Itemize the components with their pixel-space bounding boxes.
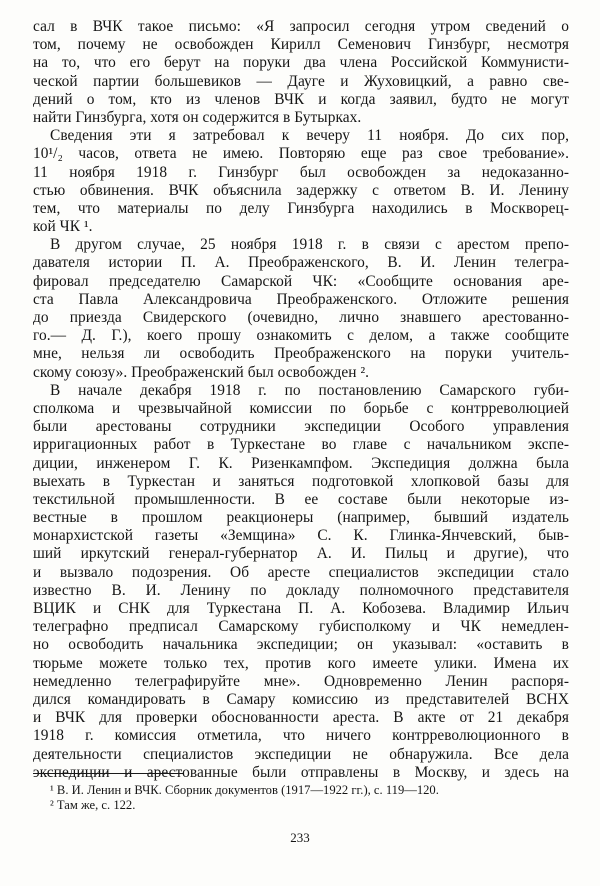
text-line: кой ЧК ¹. xyxy=(33,218,93,236)
footnote-divider xyxy=(33,773,183,774)
text-line: го.— Д. Г.), коего прошу ознакомить с делом, а также сообщите xyxy=(33,327,569,345)
text-line: ВЦИК и СНК для Туркестана П. А. Кобозева. Владимир Ильич xyxy=(33,600,569,617)
footnote-2: ² Там же, с. 122. xyxy=(50,798,136,812)
text-line: найти Гинзбурга, хотя он содержится в Бутырках. xyxy=(33,108,362,126)
text-line: тем, что материалы по делу Гинзбурга находились в Москворец- xyxy=(33,199,569,217)
text-line: деятельности специалистов экспедиции не обнаружила. Все дела xyxy=(33,745,569,763)
text-line: до приезда Свидерского (очевидно, лично знавшего арестованно- xyxy=(33,309,569,326)
paragraph-start: В начале декабря 1918 г. по постановлению Самарского губи- xyxy=(50,381,569,399)
text-line: диции, инженером Г. К. Ризенкампфом. Экспедиция должна была xyxy=(33,454,569,472)
paragraph-start: В другом случае, 25 ноября 1918 г. в связи с арестом препо- xyxy=(50,236,569,254)
text-line: скому союзу». Преображенский был освобожден ². xyxy=(33,363,370,381)
text-line: выехать в Туркестан и заняться подготовкой хлопковой базы для xyxy=(33,472,569,490)
text-line: давателя истории П. А. Преображенского, В. И. Ленин телегра- xyxy=(33,254,569,272)
text-line: дений о том, кто из членов ВЧК и когда заявил, будто не могут xyxy=(33,90,569,108)
text-line: и вызвало подозрения. Об аресте специалистов экспедиции стало xyxy=(33,563,569,581)
text-line: сполкома и чрезвычайной комиссии по борьбе с контрреволюцией xyxy=(33,399,569,417)
text-line: 10¹/₂ часов, ответа не имею. Повторяю еще раз свое требование». xyxy=(33,145,569,163)
text-line: ста Павла Александровича Преображенского. Отложите решения xyxy=(33,290,569,308)
text-line: телеграфно предписал Самарскому губисполкому и ЧК немедлен- xyxy=(33,618,569,636)
footnote-1: ¹ В. И. Ленин и ВЧК. Сборник документов (1917—1922 гг.), с. 119—120. xyxy=(50,783,439,797)
text-line: том, почему не освобожден Кирилл Семенович Гинзбург, несмотря xyxy=(33,36,569,54)
page-number: 233 xyxy=(290,830,310,845)
text-line: ческой партии большевиков — Дауге и Жуховицкий, а равно све- xyxy=(33,72,569,90)
text-line: стью обвинения. ВЧК объяснила задержку с ответом В. И. Ленину xyxy=(33,181,569,199)
text-line: ший иркутский генерал-губернатор А. И. Пильц и другие), что xyxy=(33,545,569,563)
text-line: сал в ВЧК такое письмо: «Я запросил сегодня утром сведений о xyxy=(33,18,569,35)
paragraph-start: Сведения эти я затребовал к вечеру 11 ноября. До сих пор, xyxy=(50,127,569,145)
text-line: текстильной промышленности. В ее составе были некоторые из- xyxy=(33,490,569,508)
text-line: вестные в прошлом реакционеры (например, бывший издатель xyxy=(33,509,569,527)
text-line: мне, нельзя ли освободить Преображенского на поруки учитель- xyxy=(33,345,569,363)
text-line: ирригационных работ в Туркестане во главе с начальником экспе- xyxy=(33,436,569,454)
text-line: на то, что его берут на поруки два члена Российской Коммунисти- xyxy=(33,54,569,72)
footnotes xyxy=(33,783,569,813)
text-line: немедленно телеграфируйте мне». Одновременно Ленин распоря- xyxy=(33,672,569,690)
text-line: дился командировать в Самару комиссию из представителей ВСНХ xyxy=(33,690,569,708)
text-line: были арестованы сотрудники экспедиции Особого управления xyxy=(33,418,569,436)
text-line: фировал председателю Самарской ЧК: «Сообщите основания аре- xyxy=(33,272,569,290)
text-line: монархистской газеты «Земщина» С. К. Глинка-Янчевский, быв- xyxy=(33,527,569,545)
text-line: тюрьме можете только тех, против кого имеете улики. Имена их xyxy=(33,654,569,672)
text-line: 1918 г. комиссия отметила, что ничего контрреволюционного в xyxy=(33,727,569,745)
text-line: экспедиции и арестованные были отправлены в Москву, и здесь на xyxy=(33,763,569,781)
text-line: известно В. И. Ленину по докладу полномочного представителя xyxy=(33,581,569,599)
text-line: 11 ноября 1918 г. Гинзбург был освобожден за недоказанно- xyxy=(33,163,569,181)
text-line: но освободить начальника экспедиции; он указывал: «оставить в xyxy=(33,636,569,654)
text-line: и ВЧК для проверки обоснованности ареста. В акте от 21 декабря xyxy=(33,709,569,727)
body-text xyxy=(33,18,569,782)
